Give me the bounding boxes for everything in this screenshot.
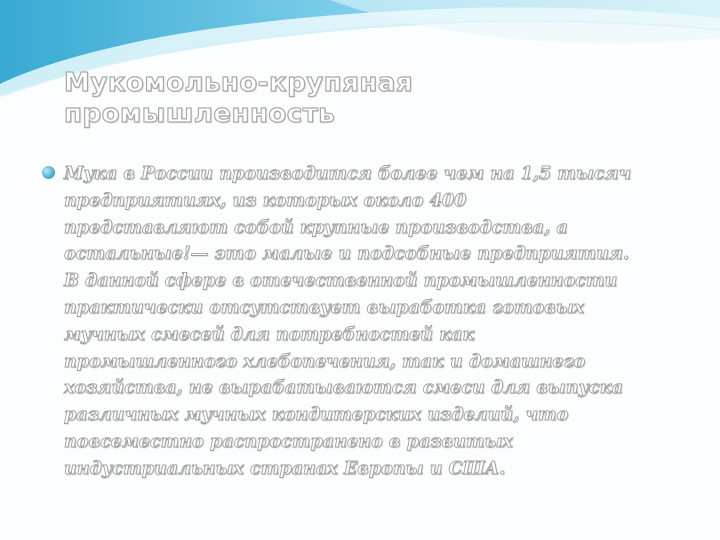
bullet-text: Мука в России производится более чем на 1,5 тысяч предприятиях, из которых около 400 представляют собой крупные производства, а остальные!— это малые и подсобные предприятия. В данной сфере в отечественной промышленности практически отсутствует выработка готовых мучных смесей для потребностей как промышленного хлебопечения, так и домашнего хозяйства, не вырабатываются смеси для выпуска различных мучных кондитерских изделий, что повсеместно распространено в развитых индустриальных странах Европы и США. [64,163,632,479]
slide-title: Мукомольно-крупяная промышленность [64,68,414,129]
bullet-dot-icon [42,166,55,179]
